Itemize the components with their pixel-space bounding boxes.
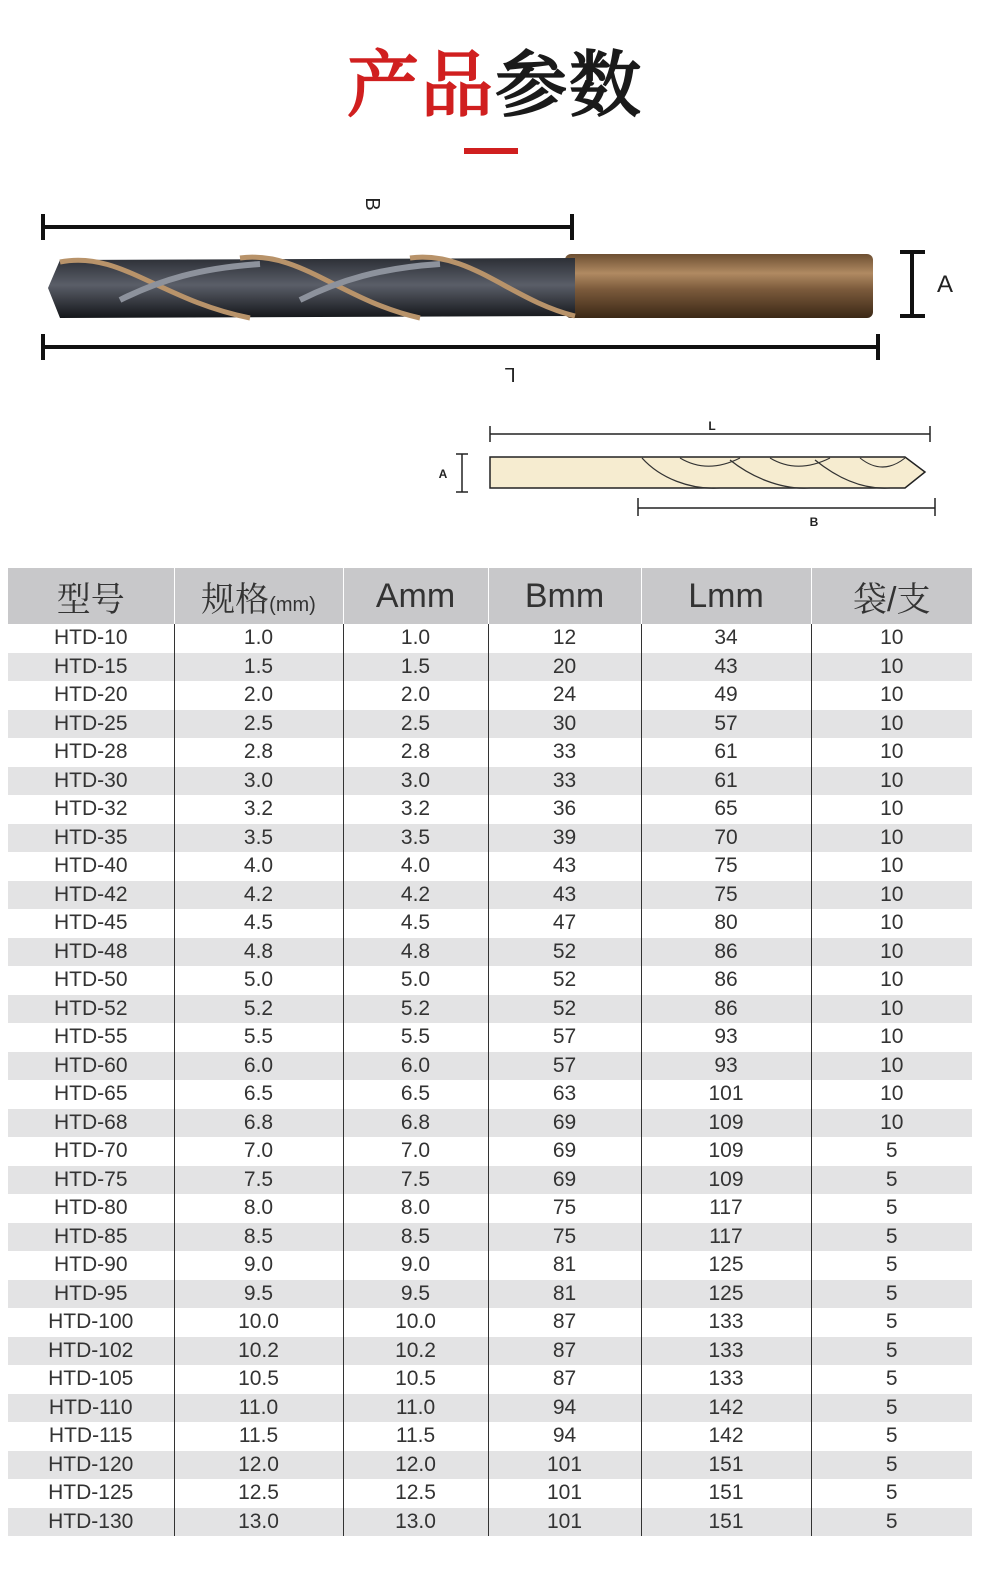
- table-cell: HTD-15: [8, 653, 174, 682]
- table-cell: 10: [880, 626, 904, 650]
- table-cell: 5.0: [343, 966, 488, 995]
- table-cell: 3.0: [343, 767, 488, 796]
- table-cell: 87: [488, 1308, 641, 1337]
- table-cell: 5: [885, 1196, 898, 1220]
- table-cell: 30: [488, 710, 641, 739]
- table-cell: 6.0: [343, 1052, 488, 1081]
- table-cell: HTD-60: [8, 1052, 174, 1081]
- table-cell: 7.5: [174, 1166, 343, 1195]
- table-cell: 117: [641, 1194, 811, 1223]
- table-cell: 81: [488, 1280, 641, 1309]
- table-cell: 10.0: [174, 1308, 343, 1337]
- column-header-label: 型号: [56, 580, 125, 619]
- table-row: [8, 938, 972, 967]
- table-cell: 10: [811, 881, 972, 910]
- table-row: [8, 852, 972, 881]
- table-cell: 8.5: [343, 1223, 488, 1252]
- table-cell: 101: [488, 1479, 641, 1508]
- table-cell: 8.0: [174, 1194, 343, 1223]
- column-header: [641, 568, 811, 624]
- table-cell: 133: [641, 1308, 811, 1337]
- column-header: [811, 568, 972, 624]
- table-cell: 52: [488, 938, 641, 967]
- table-cell: HTD-50: [8, 966, 174, 995]
- table-cell: HTD-30: [8, 767, 174, 796]
- table-row: [8, 1137, 972, 1166]
- table-cell: 5: [885, 1253, 898, 1277]
- table-cell: 86: [641, 966, 811, 995]
- table-cell: 10: [811, 938, 972, 967]
- table-cell: 6.0: [174, 1052, 343, 1081]
- table-cell: 4.8: [174, 938, 343, 967]
- table-row: [8, 1109, 972, 1138]
- table-cell: 5: [885, 1310, 898, 1334]
- table-cell: 93: [641, 1052, 811, 1081]
- table-cell: HTD-42: [8, 881, 174, 910]
- table-cell: HTD-115: [8, 1422, 174, 1451]
- table-row: [8, 1280, 972, 1309]
- table-cell: 10.5: [343, 1365, 488, 1394]
- table-cell: 69: [488, 1166, 641, 1195]
- table-cell: 5.0: [174, 966, 343, 995]
- table-cell: 52: [488, 995, 641, 1024]
- table-cell: 11.0: [174, 1394, 343, 1423]
- column-header: [174, 568, 343, 624]
- table-cell: HTD-100: [8, 1308, 174, 1337]
- table-cell: HTD-32: [8, 795, 174, 824]
- table-row: [8, 1365, 972, 1394]
- table-cell: HTD-102: [8, 1337, 174, 1366]
- table-cell: 7.0: [343, 1137, 488, 1166]
- table-cell: 87: [488, 1365, 641, 1394]
- table-cell: 11.5: [174, 1422, 343, 1451]
- table-cell: 117: [641, 1223, 811, 1252]
- table-cell: 75: [488, 1223, 641, 1252]
- table-cell: 8.0: [343, 1194, 488, 1223]
- table-row: [8, 795, 972, 824]
- table-cell: HTD-40: [8, 852, 174, 881]
- table-cell: 63: [488, 1080, 641, 1109]
- label-l: L: [504, 363, 516, 385]
- table-cell: 1.5: [174, 653, 343, 682]
- table-row: [8, 881, 972, 910]
- table-cell: 142: [641, 1394, 811, 1423]
- table-cell: 109: [641, 1137, 811, 1166]
- column-header-unit: (mm): [269, 593, 316, 616]
- table-cell: 57: [488, 1023, 641, 1052]
- table-cell: 10: [811, 653, 972, 682]
- table-cell: 69: [488, 1137, 641, 1166]
- table-cell: 43: [488, 881, 641, 910]
- table-cell: 5.5: [343, 1023, 488, 1052]
- table-cell: 3.5: [174, 824, 343, 853]
- table-cell: 5: [811, 1223, 972, 1252]
- table-cell: HTD-25: [8, 710, 174, 739]
- column-header-label: Amm: [375, 576, 456, 615]
- table-cell: HTD-120: [8, 1451, 174, 1480]
- table-cell: 1.0: [343, 624, 488, 653]
- table-cell: 57: [641, 710, 811, 739]
- table-cell: HTD-125: [8, 1479, 174, 1508]
- table-cell: 12.5: [343, 1479, 488, 1508]
- table-cell: 86: [641, 995, 811, 1024]
- table-cell: 5: [885, 1481, 898, 1505]
- table-cell: 9.5: [174, 1280, 343, 1309]
- drill-schematic: [439, 419, 935, 529]
- dimension-l: [43, 334, 878, 385]
- table-cell: 33: [488, 767, 641, 796]
- table-cell: 5: [811, 1451, 972, 1480]
- table-cell: 5.2: [343, 995, 488, 1024]
- table-cell: HTD-105: [8, 1365, 174, 1394]
- table-row: [8, 1422, 972, 1451]
- table-cell: 10: [811, 710, 972, 739]
- table-cell: 10: [880, 911, 904, 935]
- table-cell: 39: [488, 824, 641, 853]
- table-cell: 5.5: [174, 1023, 343, 1052]
- table-row: [8, 738, 972, 767]
- table-cell: 5: [811, 1394, 972, 1423]
- table-row: [8, 1251, 972, 1280]
- table-cell: 1.5: [343, 653, 488, 682]
- table-cell: 69: [488, 1109, 641, 1138]
- table-cell: 10.2: [174, 1337, 343, 1366]
- table-cell: 125: [641, 1251, 811, 1280]
- table-cell: 94: [488, 1422, 641, 1451]
- table-cell: 109: [641, 1166, 811, 1195]
- table-cell: 151: [641, 1508, 811, 1537]
- table-cell: 125: [641, 1280, 811, 1309]
- table-cell: 4.5: [343, 909, 488, 938]
- table-cell: 93: [641, 1023, 811, 1052]
- table-cell: HTD-20: [8, 681, 174, 710]
- table-cell: 49: [641, 681, 811, 710]
- table-cell: HTD-48: [8, 938, 174, 967]
- table-row: [8, 624, 972, 653]
- table-cell: HTD-80: [8, 1194, 174, 1223]
- title-part-dark: 参数: [495, 43, 644, 127]
- table-cell: 5: [885, 1424, 898, 1448]
- dimension-a: [900, 252, 953, 316]
- table-cell: 13.0: [174, 1508, 343, 1537]
- table-cell: 12.0: [343, 1451, 488, 1480]
- table-cell: 2.5: [174, 710, 343, 739]
- table-cell: 57: [488, 1052, 641, 1081]
- table-cell: 13.0: [343, 1508, 488, 1537]
- table-cell: 2.0: [343, 681, 488, 710]
- table-cell: 4.2: [343, 881, 488, 910]
- table-cell: 6.8: [343, 1109, 488, 1138]
- schematic-label-l: L: [708, 419, 716, 433]
- table-cell: HTD-45: [8, 909, 174, 938]
- table-cell: 61: [641, 767, 811, 796]
- table-cell: 70: [641, 824, 811, 853]
- table-cell: 43: [641, 653, 811, 682]
- table-cell: HTD-90: [8, 1251, 174, 1280]
- table-cell: 7.0: [174, 1137, 343, 1166]
- table-row: [8, 653, 972, 682]
- column-header-label: Bmm: [524, 576, 605, 615]
- table-cell: 10: [880, 968, 904, 992]
- table-row: [8, 681, 972, 710]
- table-cell: 5: [811, 1337, 972, 1366]
- table-row: [8, 1223, 972, 1252]
- table-row: [8, 1080, 972, 1109]
- table-cell: 43: [488, 852, 641, 881]
- table-cell: 4.2: [174, 881, 343, 910]
- table-cell: 11.5: [343, 1422, 488, 1451]
- table-cell: 101: [641, 1080, 811, 1109]
- table-row: [8, 1308, 972, 1337]
- table-cell: HTD-70: [8, 1137, 174, 1166]
- table-cell: HTD-28: [8, 738, 174, 767]
- table-row: [8, 1023, 972, 1052]
- table-cell: 24: [488, 681, 641, 710]
- table-cell: 6.8: [174, 1109, 343, 1138]
- table-cell: 86: [641, 938, 811, 967]
- table-cell: 151: [641, 1479, 811, 1508]
- table-cell: 4.8: [343, 938, 488, 967]
- table-cell: 10: [811, 767, 972, 796]
- table-row: [8, 1479, 972, 1508]
- table-row: [8, 966, 972, 995]
- table-cell: 10: [880, 740, 904, 764]
- table-cell: 6.5: [174, 1080, 343, 1109]
- table-cell: 75: [488, 1194, 641, 1223]
- title-underline: [464, 148, 518, 154]
- table-row: [8, 710, 972, 739]
- table-cell: 3.0: [174, 767, 343, 796]
- table-cell: 151: [641, 1451, 811, 1480]
- table-cell: 5: [885, 1367, 898, 1391]
- table-cell: 81: [488, 1251, 641, 1280]
- table-cell: 9.0: [174, 1251, 343, 1280]
- table-cell: 10: [880, 683, 904, 707]
- table-cell: 4.0: [174, 852, 343, 881]
- table-cell: 75: [641, 881, 811, 910]
- table-cell: HTD-95: [8, 1280, 174, 1309]
- table-cell: HTD-130: [8, 1508, 174, 1537]
- table-cell: 5: [811, 1508, 972, 1537]
- table-cell: 33: [488, 738, 641, 767]
- column-header: [343, 568, 488, 624]
- table-cell: 80: [641, 909, 811, 938]
- table-cell: 10.2: [343, 1337, 488, 1366]
- table-row: [8, 1052, 972, 1081]
- table-cell: 3.2: [343, 795, 488, 824]
- spec-table: [8, 568, 972, 1536]
- table-cell: 101: [488, 1508, 641, 1537]
- table-cell: HTD-55: [8, 1023, 174, 1052]
- table-cell: 52: [488, 966, 641, 995]
- table-cell: HTD-110: [8, 1394, 174, 1423]
- schematic-label-b: B: [809, 515, 819, 529]
- table-cell: HTD-35: [8, 824, 174, 853]
- drill-bit-dimension-diagram: [0, 160, 990, 560]
- table-cell: HTD-10: [8, 624, 174, 653]
- table-cell: HTD-85: [8, 1223, 174, 1252]
- table-cell: 12.0: [174, 1451, 343, 1480]
- table-cell: 34: [641, 624, 811, 653]
- table-cell: 94: [488, 1394, 641, 1423]
- table-cell: 9.5: [343, 1280, 488, 1309]
- table-cell: 133: [641, 1337, 811, 1366]
- table-cell: 109: [641, 1109, 811, 1138]
- table-cell: 5.2: [174, 995, 343, 1024]
- table-cell: 5: [885, 1139, 898, 1163]
- column-header-label: 袋/支: [853, 580, 931, 619]
- table-cell: 87: [488, 1337, 641, 1366]
- table-cell: HTD-75: [8, 1166, 174, 1195]
- table-cell: 1.0: [174, 624, 343, 653]
- table-row: [8, 1451, 972, 1480]
- label-b: B: [361, 197, 383, 211]
- column-header: [488, 568, 641, 624]
- table-row: [8, 1166, 972, 1195]
- dimension-b: [43, 197, 572, 240]
- table-cell: HTD-65: [8, 1080, 174, 1109]
- table-row: [8, 1337, 972, 1366]
- table-row: [8, 1394, 972, 1423]
- table-cell: 4.5: [174, 909, 343, 938]
- table-cell: 61: [641, 738, 811, 767]
- table-cell: 101: [488, 1451, 641, 1480]
- table-cell: 133: [641, 1365, 811, 1394]
- table-cell: 2.8: [343, 738, 488, 767]
- table-cell: 10: [811, 824, 972, 853]
- table-cell: 2.5: [343, 710, 488, 739]
- table-cell: HTD-52: [8, 995, 174, 1024]
- label-a: A: [936, 271, 954, 298]
- table-row: [8, 995, 972, 1024]
- table-cell: 3.2: [174, 795, 343, 824]
- table-cell: 7.5: [343, 1166, 488, 1195]
- drill-bit-photo: [48, 254, 873, 318]
- table-cell: 10.5: [174, 1365, 343, 1394]
- table-header-row: [8, 568, 972, 624]
- table-row: [8, 824, 972, 853]
- table-cell: 10: [880, 1082, 904, 1106]
- table-cell: 10: [880, 1025, 904, 1049]
- table-cell: 2.0: [174, 681, 343, 710]
- page-title: [0, 40, 990, 130]
- table-body: [8, 624, 972, 1536]
- table-cell: 4.0: [343, 852, 488, 881]
- table-cell: 75: [641, 852, 811, 881]
- table-cell: 5: [811, 1280, 972, 1309]
- table-cell: 9.0: [343, 1251, 488, 1280]
- table-cell: 10: [811, 1052, 972, 1081]
- table-row: [8, 909, 972, 938]
- table-cell: HTD-68: [8, 1109, 174, 1138]
- title-part-red: 产品: [346, 43, 495, 127]
- column-header: [8, 568, 174, 624]
- table-cell: 47: [488, 909, 641, 938]
- table-row: [8, 767, 972, 796]
- table-cell: 36: [488, 795, 641, 824]
- table-row: [8, 1194, 972, 1223]
- table-cell: 142: [641, 1422, 811, 1451]
- table-cell: 6.5: [343, 1080, 488, 1109]
- table-cell: 11.0: [343, 1394, 488, 1423]
- table-cell: 10.0: [343, 1308, 488, 1337]
- table-cell: 10: [880, 797, 904, 821]
- table-cell: 10: [811, 995, 972, 1024]
- column-header-label: Lmm: [688, 576, 764, 615]
- column-header-label: 规格: [201, 580, 270, 619]
- schematic-label-a: A: [438, 467, 448, 481]
- table-cell: 12: [488, 624, 641, 653]
- table-cell: 12.5: [174, 1479, 343, 1508]
- table-cell: 20: [488, 653, 641, 682]
- table-row: [8, 1508, 972, 1537]
- table-cell: 8.5: [174, 1223, 343, 1252]
- table-cell: 65: [641, 795, 811, 824]
- table-cell: 5: [811, 1166, 972, 1195]
- table-cell: 10: [880, 854, 904, 878]
- table-cell: 3.5: [343, 824, 488, 853]
- table-cell: 2.8: [174, 738, 343, 767]
- table-cell: 10: [811, 1109, 972, 1138]
